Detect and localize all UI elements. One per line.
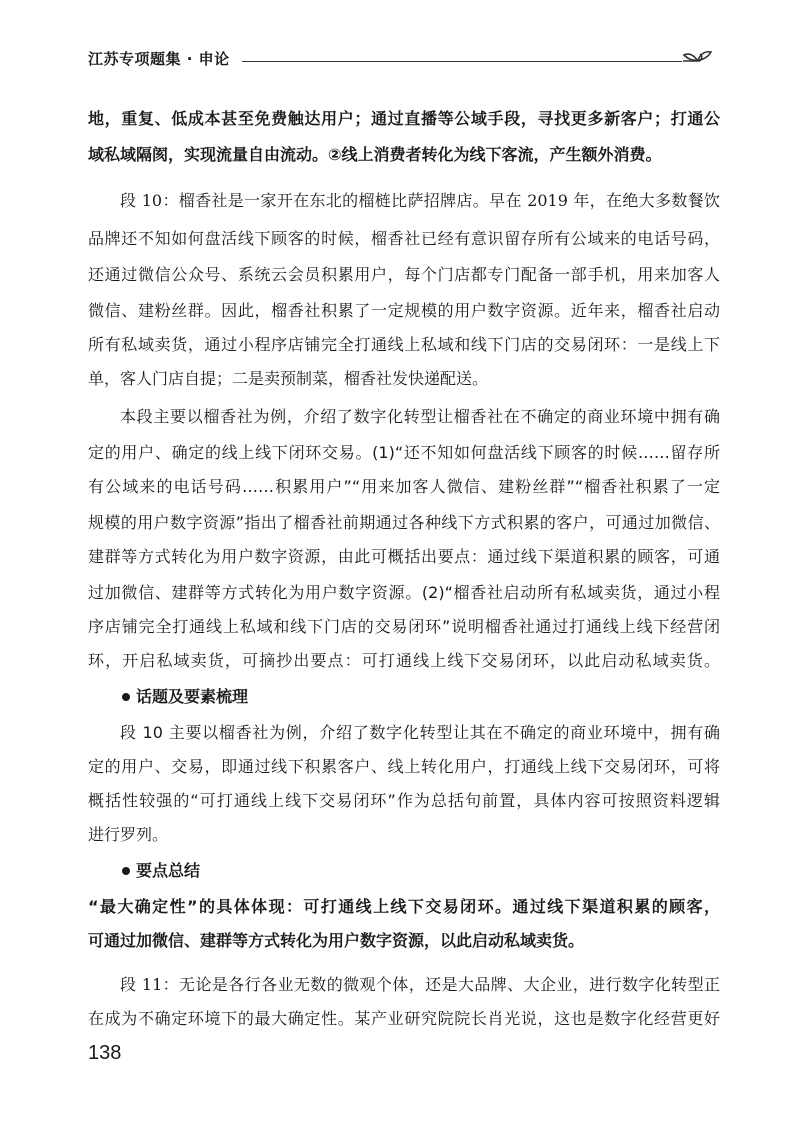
source-paragraph-line: 品牌还不知如何盘活线下顾客的时候，榴香社已经有意识留存所有公域来的电话号码， <box>88 229 720 248</box>
analysis-line: 概括性较强的“可打通线上线下交易闭环”作为总括句前置，具体内容可按照资料逻辑 <box>88 791 720 810</box>
analysis-line: 定的用户、交易，即通过线下积累客户、线上转化用户，打通线上线下交易闭环，可将 <box>88 757 720 776</box>
sprout-icon <box>680 40 714 74</box>
heading-text: 要点总结 <box>136 861 201 880</box>
source-paragraph-line: 在成为不确定环境下的最大确定性。某产业研究院院长肖光说，这也是数字化经营更好 <box>88 1009 720 1028</box>
analysis-line: 过加微信、建群等方式转化为用户数字资源。(2)“榴香社启动所有私域卖货，通过小程 <box>88 583 720 602</box>
text-line: 域私域隔阂，实现流量自由流动。②线上消费者转化为线下客流，产生额外消费。 <box>88 145 662 164</box>
source-paragraph-line: 微信、建粉丝群。因此，榴香社积累了一定规模的用户数字资源。近年来，榴香社启动 <box>88 301 720 320</box>
running-header <box>88 40 720 80</box>
summary-line: 可通过加微信、建群等方式转化为用户数字资源，以此启动私域卖货。 <box>88 931 585 950</box>
source-paragraph-line: 单，客人门店自提；二是卖预制菜，榴香社发快递配送。 <box>88 369 489 388</box>
source-paragraph-line: 段 10：榴香社是一家开在东北的榴梿比萨招牌店。早在 2019 年，在绝大多数餐饮 <box>120 191 720 210</box>
source-paragraph-line: 段 11：无论是各行各业无数的微观个体，还是大品牌、大企业，进行数字化转型正 <box>120 975 720 994</box>
bullet-icon <box>122 867 130 875</box>
section-heading <box>88 684 720 710</box>
source-paragraph-line: 还通过微信公众号、系统云会员积累用户，每个门店都专门配备一部手机，用来加客人 <box>88 265 720 284</box>
summary-line: “最大确定性”的具体体现：可打通线上线下交易闭环。通过线下渠道积累的顾客， <box>88 897 720 916</box>
header-divider <box>242 61 682 62</box>
analysis-line: 建群等方式转化为用户数字资源，由此可概括出要点：通过线下渠道积累的顾客，可通 <box>88 547 720 566</box>
text-line: 地，重复、低成本甚至免费触达用户；通过直播等公域手段，寻找更多新客户；打通公 <box>88 109 720 128</box>
page-number: 138 <box>88 1042 122 1064</box>
section-heading <box>88 858 720 884</box>
analysis-line: 规模的用户数字资源”指出了榴香社前期通过各种线下方式积累的客户，可通过加微信、 <box>88 513 720 532</box>
heading-text: 话题及要素梳理 <box>136 687 249 706</box>
analysis-line: 段 10 主要以榴香社为例，介绍了数字化转型让其在不确定的商业环境中，拥有确 <box>120 723 720 742</box>
analysis-line: 本段主要以榴香社为例，介绍了数字化转型让榴香社在不确定的商业环境中拥有确 <box>120 407 720 426</box>
analysis-line: 有公域来的电话号码……积累用户”“用来加客人微信、建粉丝群”“榴香社积累了一定 <box>88 477 720 496</box>
analysis-line: 环，开启私域卖货，可摘抄出要点：可打通线上线下交易闭环，以此启动私域卖货。 <box>88 651 720 670</box>
header-title: 江苏专项题集 · 申论 <box>88 50 230 68</box>
analysis-line: 序店铺完全打通线上私域和线下门店的交易闭环”说明榴香社通过打通线上线下经营闭 <box>88 617 720 636</box>
bullet-icon <box>122 693 130 701</box>
analysis-line: 定的用户、确定的线上线下闭环交易。(1)“还不知如何盘活线下顾客的时候……留存所 <box>88 443 720 462</box>
source-paragraph-line: 所有私域卖货，通过小程序店铺完全打通线上私域和线下门店的交易闭环：一是线上下 <box>88 335 720 354</box>
analysis-line: 进行罗列。 <box>88 825 169 844</box>
